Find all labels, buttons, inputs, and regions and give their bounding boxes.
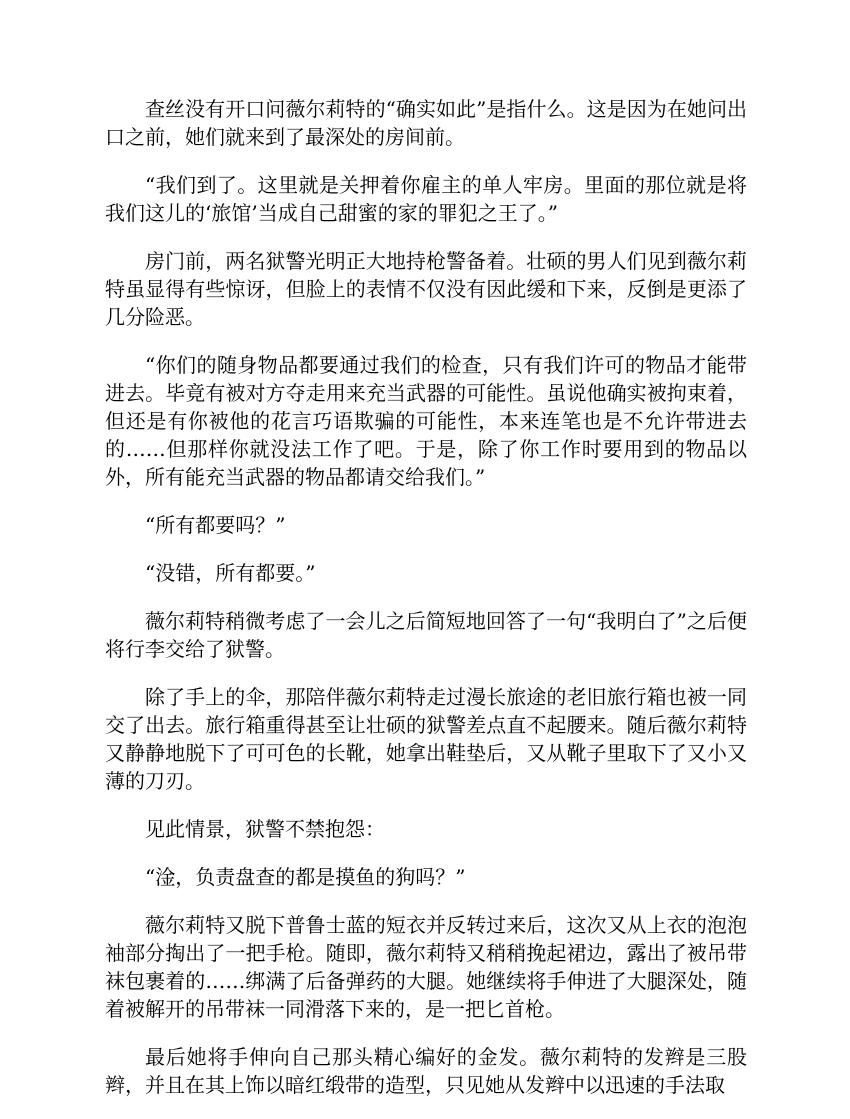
paragraph: 最后她将手伸向自己那头精心编好的金发。薇尔莉特的发辫是三股辫，并且在其上饰以暗红缎带的造型，只见她从发辫中以迅速的手法取 — [105, 1045, 747, 1097]
paragraph: “我们到了。这里就是关押着你雇主的单人牢房。里面的那位就是将我们这儿的‘旅馆’当成自己甜蜜的家的罪犯之王了。” — [105, 173, 747, 225]
paragraph: “没错，所有都要。” — [145, 561, 316, 585]
paragraph: 薇尔莉特稍微考虑了一会儿之后简短地回答了一句“我明白了”之后便将行李交给了狱警。 — [105, 609, 747, 661]
paragraph: 除了手上的伞，那陪伴薇尔莉特走过漫长旅途的老旧旅行箱也被一同交了出去。旅行箱重得甚至让壮硕的狱警差点直不起腰来。随后薇尔莉特又静静地脱下了可可色的长靴，她拿出鞋垫后，又从靴子里取下了又小又薄的刀刃。 — [105, 685, 747, 793]
paragraph: 查丝没有开口问薇尔莉特的“确实如此”是指什么。这是因为在她问出口之前，她们就来到了最深处的房间前。 — [105, 97, 747, 149]
paragraph: 房门前，两名狱警光明正大地持枪警备着。壮硕的男人们见到薇尔莉特虽显得有些惊讶，但脸上的表情不仅没有因此缓和下来，反倒是更添了几分险恶。 — [105, 249, 747, 329]
paragraph: 见此情景，狱警不禁抱怨： — [145, 817, 385, 841]
paragraph: “淦，负责盘查的都是摸鱼的狗吗？” — [145, 865, 466, 889]
paragraph: “你们的随身物品都要通过我们的检查，只有我们许可的物品才能带进去。毕竟有被对方夺走用来充当武器的可能性。虽说他确实被拘束着，但还是有你被他的花言巧语欺骗的可能性，本来连笔也是不允许带进去的……但那样你就没法工作了吧。于是，除了你工作时要用到的物品以外，所有能充当武器的物品都请交给我们。” — [105, 353, 747, 489]
document-page — [105, 95, 747, 1119]
paragraph: 薇尔莉特又脱下普鲁士蓝的短衣并反转过来后，这次又从上衣的泡泡袖部分掏出了一把手枪。随即，薇尔莉特又稍稍挽起裙边，露出了被吊带袜包裹着的……绑满了后备弹药的大腿。她继续将手伸进了大腿深处，随着被解开的吊带袜一同滑落下来的，是一把匕首枪。 — [105, 913, 747, 1021]
paragraph: “所有都要吗？” — [145, 513, 286, 537]
